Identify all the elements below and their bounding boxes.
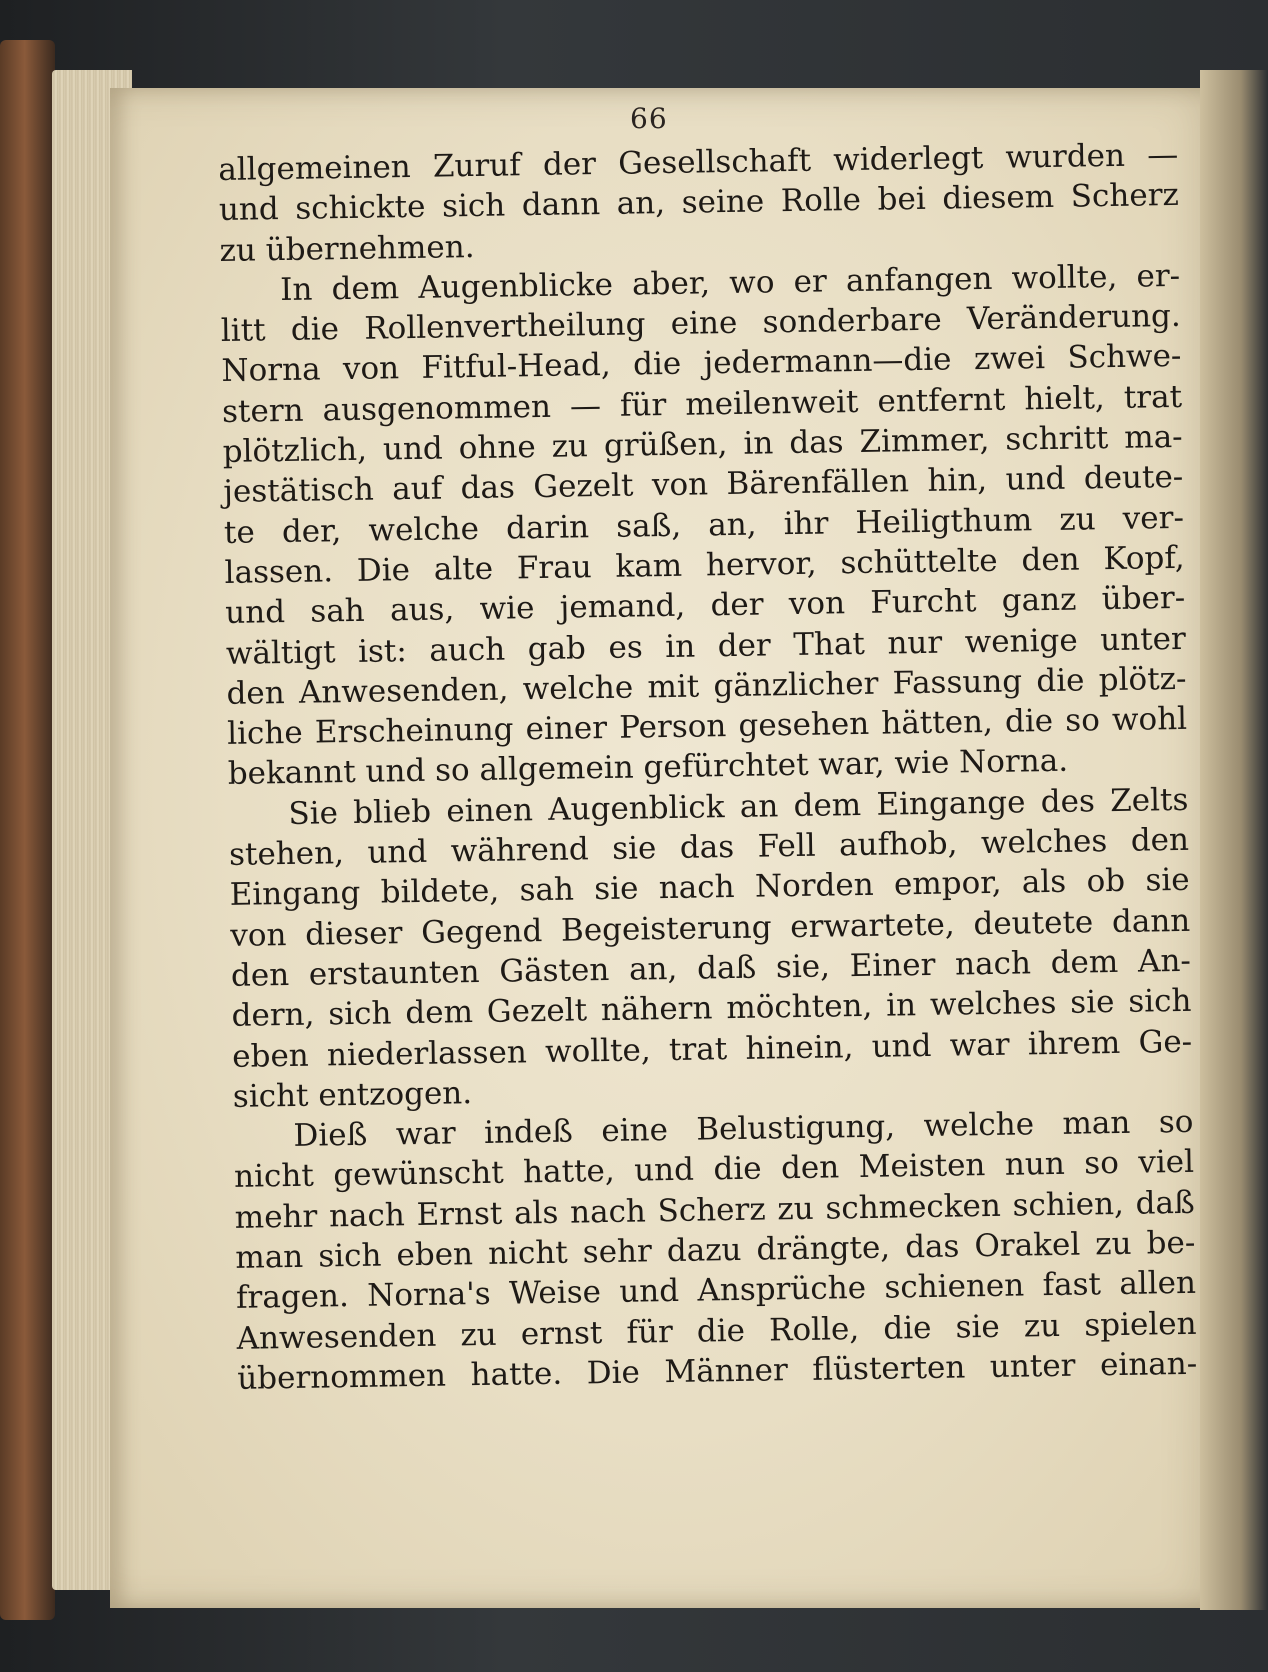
text-line: wältigt ist: auch gab es in der That nur wenige unter: [225, 620, 1187, 672]
text-line: liche Erscheinung einer Person gesehen hätten, die so wohl: [226, 701, 1188, 753]
text-line: lassen. Die alte Frau kam hervor, schüttelte den Kopf,: [224, 539, 1185, 591]
text-line: den Anwesenden, welche mit gänzlicher Fassung die plötz-: [226, 660, 1187, 712]
text-line: Anwesenden zu ernst für die Rolle, die sie zu spielen: [236, 1305, 1197, 1357]
text-line: Sie blieb einen Augenblick an dem Eingange des Zelts: [288, 781, 1189, 832]
text-line: und schickte sich dann an, seine Rolle bei diesem Scherz: [218, 177, 1180, 229]
text-line: und sah aus, wie jemand, der von Furcht ganz über-: [224, 580, 1186, 632]
text-line: nicht gewünscht hatte, und die den Meisten nun so viel: [233, 1144, 1195, 1196]
body-text: [218, 135, 1198, 1399]
text-line: von dieser Gegend Begeisterung erwartete, deutete dann: [230, 902, 1191, 954]
text-line: zu übernehmen.: [219, 228, 475, 269]
text-line: jestätisch auf das Gezelt von Bärenfällen hin, und deute-: [223, 459, 1184, 511]
page-gutter-shadow: [1200, 70, 1268, 1610]
text-line: stehen, und während sie das Fell aufhob, welches den: [228, 821, 1190, 873]
text-line: den erstaunten Gästen an, daß sie, Einer nach dem An-: [230, 942, 1192, 994]
text-line: Norna von Fitful-Head, die jedermann—die zwei Schwe-: [221, 338, 1182, 390]
text-line: fragen. Norna's Weise und Ansprüche schienen fast allen: [235, 1265, 1197, 1317]
text-line: plötzlich, und ohne zu grüßen, in das Zimmer, schritt ma-: [222, 418, 1183, 471]
text-line: stern ausgenommen — für meilenweit entfernt hielt, trat: [221, 378, 1183, 430]
page-number: 66: [630, 102, 668, 135]
text-line: übernommen hatte. Die Männer flüsterten unter einan-: [237, 1345, 1198, 1397]
text-line: eben niederlassen wollte, trat hinein, und war ihrem Ge-: [231, 1023, 1193, 1075]
text-line: Eingang bildete, sah sie nach Norden empor, als ob sie: [229, 862, 1190, 914]
text-line: man sich eben nicht sehr dazu drängte, das Orakel zu be-: [235, 1224, 1196, 1276]
text-line: litt die Rollenvertheilung eine sonderbare Veränderung.: [220, 298, 1182, 350]
text-line: sicht entzogen.: [232, 1074, 473, 1115]
text-line: dern, sich dem Gezelt nähern möchten, in welches sie sich: [231, 983, 1192, 1035]
text-line: allgemeinen Zuruf der Gesellschaft widerlegt wurden —: [218, 136, 1179, 188]
text-line: Dieß war indeß eine Belustigung, welche man so: [293, 1103, 1194, 1155]
text-line: mehr nach Ernst als nach Scherz zu schmecken schien, daß: [234, 1184, 1195, 1236]
leather-spine: [0, 40, 55, 1620]
text-line: bekannt und so allgemein gefürchtet war, wie Norna.: [227, 743, 1069, 793]
text-line: In dem Augenblicke aber, wo er anfangen wollte, er-: [279, 257, 1181, 308]
text-line: te der, welche darin saß, an, ihr Heiligthum zu ver-: [223, 499, 1185, 551]
